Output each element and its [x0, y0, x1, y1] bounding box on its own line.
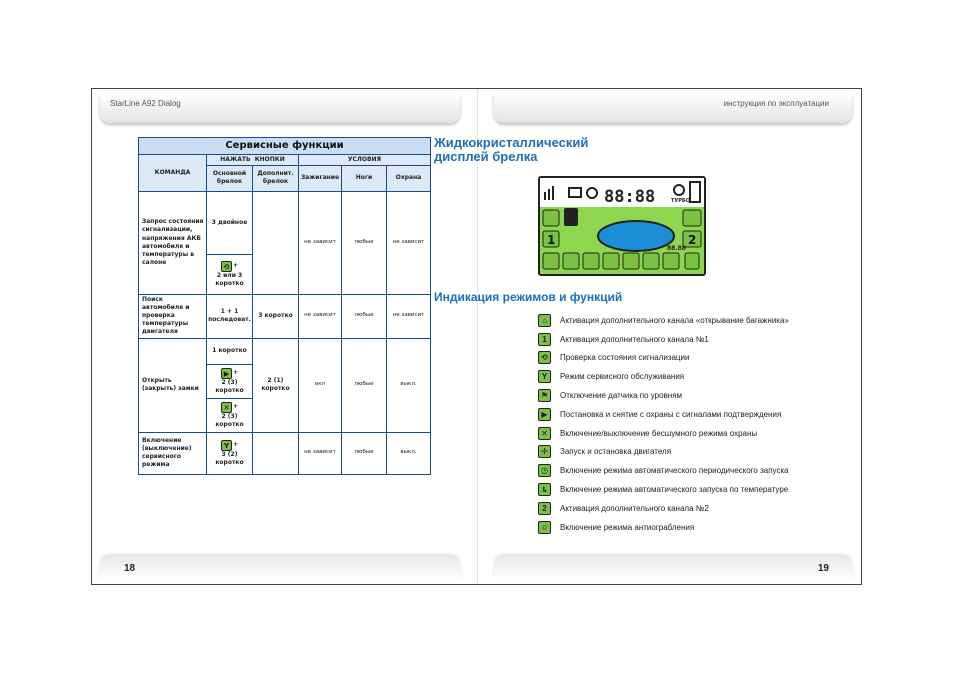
- row-ignition: не зависит: [299, 294, 342, 338]
- row-command: Запрос состояния сигнализации, напряжения АКБ автомобиля и температуры в салоне: [139, 191, 207, 294]
- table-title: Сервисные функции: [139, 138, 431, 155]
- right-footer-bar: [494, 556, 852, 580]
- list-item: [538, 499, 838, 518]
- timer-icon: ◷: [538, 464, 551, 477]
- col-main-fob: Основной брелок: [207, 165, 253, 191]
- press-count: 2 (3) коротко: [215, 378, 244, 394]
- mode-label: Проверка состояния сигнализации: [560, 353, 690, 363]
- col-command: КОМАНДА: [139, 154, 207, 191]
- col-ignition: Зажигание: [299, 165, 342, 191]
- plus-sign: +: [232, 402, 239, 410]
- status-icon: ⟲: [221, 261, 232, 272]
- row-doors: любые: [342, 191, 387, 294]
- status-icon: ⟲: [538, 351, 551, 364]
- turbo-label: ТУРБО: [671, 198, 690, 204]
- row-doors: любые: [342, 294, 387, 338]
- plus-sign: +: [232, 261, 239, 269]
- row-extra-fob: 3 коротко: [253, 294, 299, 338]
- list-item: [538, 367, 838, 386]
- mode-label: Активация дополнительного канала «открывание багажника»: [560, 315, 789, 325]
- row-ignition: не зависит: [299, 432, 342, 474]
- lcd-display: [538, 176, 706, 276]
- row-guard: выкл.: [387, 338, 431, 432]
- arm-icon: ▶: [538, 408, 551, 421]
- list-item: [538, 405, 838, 424]
- lcd-illustration: [540, 178, 704, 274]
- row-guard: выкл.: [387, 432, 431, 474]
- row-main-fob-alt: [207, 398, 253, 432]
- row-main-fob-alt: [207, 364, 253, 398]
- service-icon: Y: [538, 370, 551, 383]
- trunk-icon: ⌂: [538, 314, 551, 327]
- modes-title: Индикация режимов и функций: [434, 290, 623, 304]
- lcd-title-line2: дисплей брелка: [434, 149, 538, 164]
- row-main-fob: 1 + 1 последоват.: [207, 294, 253, 338]
- row-ignition: не зависит: [299, 191, 342, 294]
- left-header-title: StarLine A92 Dialog: [110, 99, 181, 108]
- row-guard: не зависит: [387, 294, 431, 338]
- row-main-fob: 1 коротко: [207, 338, 253, 364]
- table-row: [139, 191, 431, 254]
- silent-icon: ✕: [538, 427, 551, 440]
- row-doors: любые: [342, 432, 387, 474]
- lock-icon: [564, 208, 578, 226]
- table-row: [139, 432, 431, 474]
- mode-label: Постановка и снятие с охраны с сигналами подтверждения: [560, 409, 782, 419]
- row-ignition: вкл: [299, 338, 342, 432]
- arm-icon: ▶: [221, 368, 232, 379]
- svg-text:2: 2: [688, 233, 697, 247]
- service-icon: Y: [221, 440, 232, 451]
- right-header-title: инструкция по эксплуатации: [723, 99, 829, 108]
- list-item: [538, 461, 838, 480]
- row-command: Включение (выключение) сервисного режима: [139, 432, 207, 474]
- left-footer-bar: [100, 556, 460, 580]
- mode-label: Включение режима антиограбления: [560, 522, 695, 532]
- left-header-bar: [100, 93, 460, 123]
- modes-legend: [538, 311, 838, 537]
- lcd-title-line1: Жидкокристаллический: [434, 135, 589, 150]
- press-count: 2 или 3 коротко: [215, 271, 244, 287]
- mode-label: Активация дополнительного канала №1: [560, 334, 709, 344]
- plus-sign: +: [232, 440, 239, 448]
- col-conditions: УСЛОВИЯ: [299, 154, 431, 165]
- silent-icon: ✕: [221, 402, 232, 413]
- antirobbery-icon: ☺: [538, 521, 551, 534]
- row-command: Поиск автомобиля и проверка температуры двигателя: [139, 294, 207, 338]
- press-count: 3 (2) коротко: [215, 450, 244, 466]
- mode-label: Запуск и остановка двигателя: [560, 447, 672, 457]
- col-doors: Ноги: [342, 165, 387, 191]
- col-extra-fob: Дополнит. брелок: [253, 165, 299, 191]
- table-row: [139, 294, 431, 338]
- service-functions-table: [138, 137, 431, 475]
- function-icons-row: [543, 253, 699, 269]
- row-command: Открыть (закрыть) замки: [139, 338, 207, 432]
- list-item: [538, 518, 838, 537]
- list-item: [538, 349, 838, 368]
- right-header-bar: [494, 93, 852, 123]
- mode-label: Отключение датчика по уровням: [560, 391, 683, 401]
- press-count: 2 (3) коротко: [215, 412, 244, 428]
- list-item: [538, 424, 838, 443]
- row-main-fob-alt: [207, 254, 253, 294]
- mode-label: Активация дополнительного канала №2: [560, 503, 709, 513]
- channel1-icon: 1: [538, 333, 551, 346]
- car-icon: [598, 221, 674, 251]
- antirobbery-icon: [683, 210, 701, 226]
- temp-readout: 88.88: [667, 245, 686, 252]
- list-item: [538, 311, 838, 330]
- col-guard: Охрана: [387, 165, 431, 191]
- press-count: 3 двойное: [211, 218, 248, 226]
- mode-label: Включение режима автоматического периодического запуска: [560, 466, 789, 476]
- row-main-fob: [207, 191, 253, 254]
- mode-label: Режим сервисного обслуживания: [560, 372, 685, 382]
- lcd-title: [434, 136, 588, 164]
- mode-label: Включение/выключение бесшумного режима охраны: [560, 428, 758, 438]
- right-page-number: 19: [817, 563, 829, 574]
- row-extra-fob: [253, 432, 299, 474]
- row-main-fob: [207, 432, 253, 474]
- engine-icon: ✢: [538, 445, 551, 458]
- list-item: [538, 330, 838, 349]
- mode-label: Включение режима автоматического запуска по температуре: [560, 485, 789, 495]
- row-guard: не зависит: [387, 191, 431, 294]
- list-item: [538, 480, 838, 499]
- col-press: НАЖАТЬ КНОПКИ: [207, 154, 299, 165]
- left-page-number: 18: [124, 563, 136, 574]
- plus-sign: +: [232, 368, 239, 376]
- lcd-digits: 88:88: [604, 187, 656, 207]
- row-extra-fob: [253, 191, 299, 294]
- row-extra-fob: 2 (1) коротко: [253, 338, 299, 432]
- list-item: [538, 386, 838, 405]
- channel2-icon: 2: [538, 502, 551, 515]
- thermo-icon: ȶ: [538, 483, 551, 496]
- sensor-icon: ⚑: [538, 389, 551, 402]
- trunk-icon: [543, 210, 559, 226]
- list-item: [538, 443, 838, 462]
- row-doors: любые: [342, 338, 387, 432]
- svg-text:1: 1: [547, 233, 556, 247]
- table-row: [139, 338, 431, 364]
